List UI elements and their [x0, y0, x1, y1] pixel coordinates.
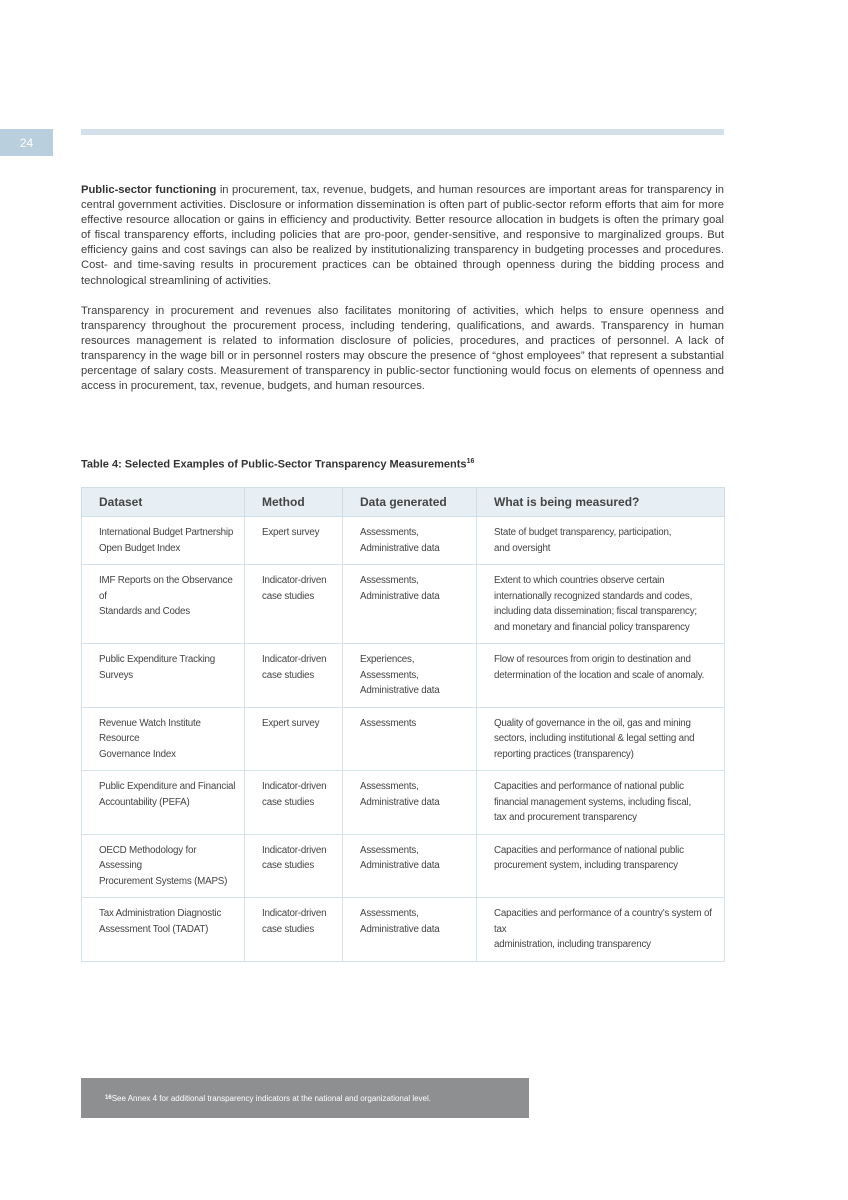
cell-method: Indicator-driven case studies: [245, 834, 343, 898]
page-number: 24: [0, 129, 53, 156]
table-row: [82, 707, 725, 771]
cell-method: Indicator-driven case studies: [245, 898, 343, 962]
cell-dataset: OECD Methodology for Assessing Procurement Systems (MAPS): [82, 834, 245, 898]
cell-method: Indicator-driven case studies: [245, 771, 343, 835]
cell-method: Expert survey: [245, 707, 343, 771]
cell-what-measured: Flow of resources from origin to destination and determination of the location and scale of anomaly.: [477, 644, 725, 708]
cell-dataset: International Budget Partnership Open Budget Index: [82, 517, 245, 565]
cell-data-generated: Experiences, Assessments, Administrative data: [343, 644, 477, 708]
cell-dataset: Tax Administration Diagnostic Assessment Tool (TADAT): [82, 898, 245, 962]
paragraph-1: [81, 183, 724, 289]
footnote: [81, 1078, 529, 1118]
cell-data-generated: Assessments, Administrative data: [343, 517, 477, 565]
paragraph-1-lead: Public-sector functioning: [81, 184, 217, 196]
cell-data-generated: Assessments, Administrative data: [343, 834, 477, 898]
cell-method: Expert survey: [245, 517, 343, 565]
cell-dataset: Public Expenditure Tracking Surveys: [82, 644, 245, 708]
cell-what-measured: Quality of governance in the oil, gas and mining sectors, including institutional & legal setting and reporting practices (transparency): [477, 707, 725, 771]
header-rule: [81, 129, 724, 135]
header-what-measured: What is being measured?: [477, 488, 725, 517]
cell-data-generated: Assessments: [343, 707, 477, 771]
paragraph-2: Transparency in procurement and revenues also facilitates monitoring of activities, which helps to ensure openness and transparency throughout the procurement process, including tendering, qualifications, and awards. Transparency in human resources management is related to information disclosure of policies, procedures, and practices of personnel. A lack of transparency in the wage bill or in personnel rosters may obscure the presence of “ghost employees” that represent a substantial percentage of salary costs. Measurement of transparency in public-sector functioning would focus on elements of openness and access in procurement, tax, revenue, budgets, and human resources.: [81, 304, 724, 393]
cell-data-generated: Assessments, Administrative data: [343, 565, 477, 644]
cell-data-generated: Assessments, Administrative data: [343, 771, 477, 835]
cell-data-generated: Assessments, Administrative data: [343, 898, 477, 962]
cell-dataset: IMF Reports on the Observance of Standards and Codes: [82, 565, 245, 644]
header-data-generated: Data generated: [343, 488, 477, 517]
cell-dataset: Revenue Watch Institute Resource Governance Index: [82, 707, 245, 771]
table-caption-text: Table 4: Selected Examples of Public-Sector Transparency Measurements: [81, 458, 467, 471]
footnote-text: See Annex 4 for additional transparency indicators at the national and organizational level.: [111, 1093, 432, 1103]
table-row: [82, 517, 725, 565]
table-row: [82, 771, 725, 835]
table-row: [82, 898, 725, 962]
table-caption: [81, 458, 724, 471]
cell-method: Indicator-driven case studies: [245, 565, 343, 644]
cell-dataset: Public Expenditure and Financial Accountability (PEFA): [82, 771, 245, 835]
header-dataset: Dataset: [82, 488, 245, 517]
transparency-measurements-table: [81, 487, 725, 962]
table-caption-footnote-ref: 16: [466, 458, 475, 465]
header-method: Method: [245, 488, 343, 517]
table-row: [82, 834, 725, 898]
body-text: [81, 183, 724, 409]
cell-what-measured: Capacities and performance of national public procurement system, including transparency: [477, 834, 725, 898]
cell-method: Indicator-driven case studies: [245, 644, 343, 708]
paragraph-1-text: in procurement, tax, revenue, budgets, and human resources are important areas for transparency in central government activities. Disclosure or information dissemination is often part of public-sector reform efforts that aim for more effective resource allocation or gains in efficiency and productivity. Better resource allocation in budgets is often the primary goal of fiscal transparency efforts, including policies that are pro-poor, gender-sensitive, and responsive to marginalized groups. But efficiency gains and cost savings can also be realized by institutionalizing transparency in budgeting processes and procedures. Cost- and time-saving results in procurement practices can be obtained through openness during the bidding process and technological streamlining of activities.: [81, 184, 725, 287]
table-header-row: [82, 488, 725, 517]
table-row: [82, 644, 725, 708]
cell-what-measured: Capacities and performance of national public financial management systems, including fiscal, tax and procurement transparency: [477, 771, 725, 835]
table-row: [82, 565, 725, 644]
cell-what-measured: Extent to which countries observe certain internationally recognized standards and codes, including data dissemination; fiscal transparency; and monetary and financial policy transparency: [477, 565, 725, 644]
cell-what-measured: Capacities and performance of a country’s system of tax administration, including transparency: [477, 898, 725, 962]
cell-what-measured: State of budget transparency, participation, and oversight: [477, 517, 725, 565]
footnote-number: 16: [105, 1095, 112, 1101]
